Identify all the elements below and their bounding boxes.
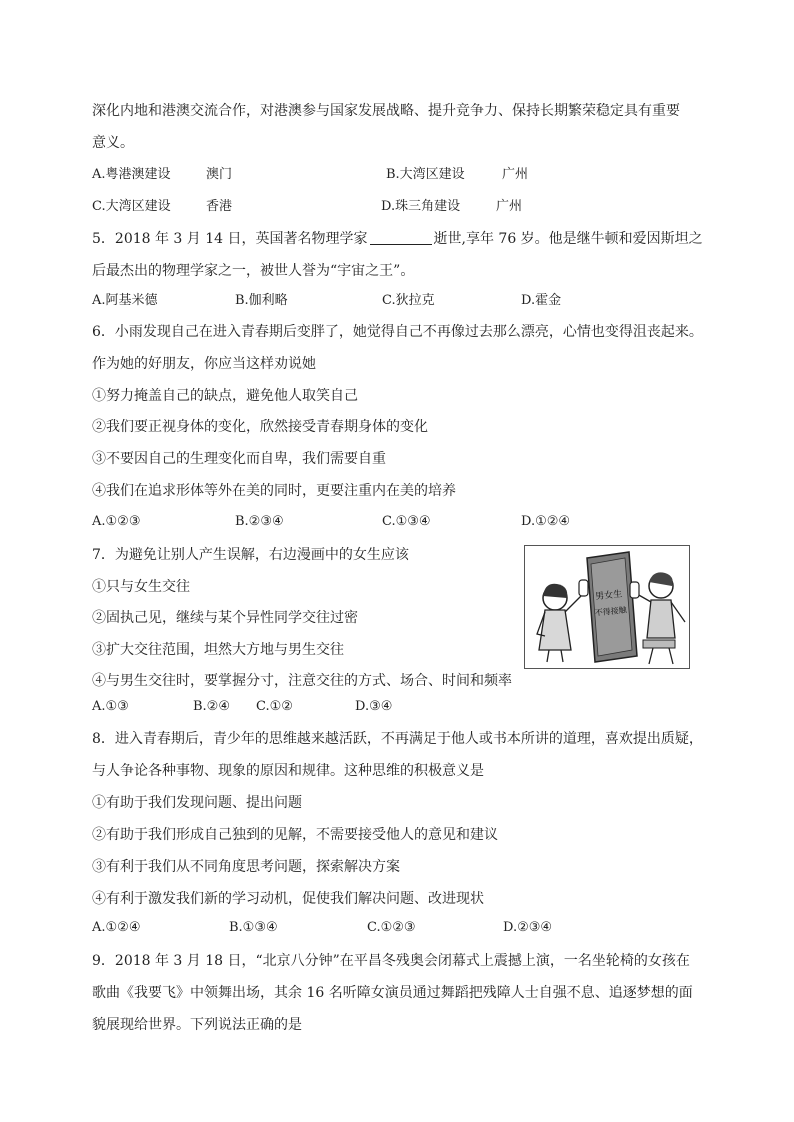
q9-stem-line2: 歌曲《我要飞》中领舞出场，其余 16 名听障女演员通过舞蹈把残障人士自强不息、追逐梦想的面 — [92, 985, 693, 1001]
q8-statement-4: ④有利于激发我们新的学习动机，促使我们解决问题、改进现状 — [92, 891, 484, 907]
q8-option-d: D.②③④ — [503, 920, 553, 935]
q7-option-b: B.②④ — [193, 699, 230, 714]
q5-option-b: B.伽利略 — [235, 293, 288, 308]
q5-option-d: D.霍金 — [521, 293, 562, 308]
q4-stem-line1: 深化内地和港澳交流合作，对港澳参与国家发展战略、提升竞争力、保持长期繁荣稳定具有重要 — [92, 103, 680, 119]
q6-statement-3: ③不要因自己的生理变化而自卑，我们需要自重 — [92, 451, 386, 467]
q7-option-a: A.①③ — [92, 699, 129, 714]
q4-stem-line2: 意义。 — [92, 135, 134, 151]
q6-statement-1: ①努力掩盖自己的缺点，避免他人取笑自己 — [92, 388, 358, 404]
q7-cartoon-drawing — [525, 546, 689, 668]
q9-stem-line3: 貌展现给世界。下列说法正确的是 — [92, 1017, 302, 1033]
q7-option-c: C.①② — [256, 699, 293, 714]
q5-stem-line2: 后最杰出的物理学家之一，被世人誉为“宇宙之王”。 — [92, 263, 415, 279]
q6-option-d: D.①②④ — [521, 514, 571, 529]
q8-option-b: B.①③④ — [229, 920, 278, 935]
q4-option-b-val: 广州 — [502, 167, 529, 182]
q8-stem-line1: 8．进入青春期后，青少年的思维越来越活跃，不再满足于他人或书本所讲的道理，喜欢提出质疑， — [92, 731, 703, 747]
q8-option-c: C.①②③ — [367, 920, 416, 935]
q8-statement-3: ③有利于我们从不同角度思考问题，探索解决方案 — [92, 859, 400, 875]
cartoon-sign-line1: 男女生 — [594, 589, 623, 603]
q9-stem-line1: 9．2018 年 3 月 18 日，“北京八分钟”在平昌冬残奥会闭幕式上震撼上演，一名坐轮椅的女孩在 — [92, 953, 690, 969]
q7-statement-3: ③扩大交往范围，坦然大方地与男生交往 — [92, 642, 344, 658]
q7-option-d: D.③④ — [355, 699, 393, 714]
q8-option-a: A.①②④ — [92, 920, 141, 935]
q5-option-a: A.阿基米德 — [92, 293, 158, 308]
q4-option-c-val: 香港 — [206, 199, 233, 214]
q5-stem-pre: 5．2018 年 3 月 14 日，英国著名物理学家 — [92, 231, 368, 247]
q4-option-a-key: A.粤港澳建设 — [92, 167, 171, 182]
q7-cartoon — [524, 545, 690, 669]
q5-stem-line1 — [92, 229, 703, 249]
q4-option-c-key: C.大湾区建设 — [92, 199, 171, 214]
q8-statement-1: ①有助于我们发现问题、提出问题 — [92, 795, 302, 811]
q4-option-d-key: D.珠三角建设 — [381, 199, 461, 214]
q6-option-a: A.①②③ — [92, 514, 141, 529]
q4-option-d-val: 广州 — [496, 199, 523, 214]
q7-statement-2: ②固执己见，继续与某个异性同学交往过密 — [92, 610, 358, 626]
q4-option-a-val: 澳门 — [206, 167, 233, 182]
q7-statement-4: ④与男生交往时，要掌握分寸，注意交往的方式、场合、时间和频率 — [92, 673, 512, 689]
q8-statement-2: ②有助于我们形成自己独到的见解，不需要接受他人的意见和建议 — [92, 827, 498, 843]
q6-option-c: C.①③④ — [382, 514, 431, 529]
q6-stem-line1: 6．小雨发现自己在进入青春期后变胖了，她觉得自己不再像过去那么漂亮，心情也变得沮丧起来。 — [92, 324, 703, 340]
q5-answer-blank — [370, 230, 432, 245]
cartoon-sign-line2: 不得接触 — [594, 605, 628, 618]
q7-stem: 7．为避免让别人产生误解，右边漫画中的女生应该 — [92, 547, 409, 563]
q5-option-c: C.狄拉克 — [382, 293, 435, 308]
q6-statement-4: ④我们在追求形体等外在美的同时，更要注重内在美的培养 — [92, 483, 456, 499]
q4-option-b-key: B.大湾区建设 — [386, 167, 465, 182]
q6-option-b: B.②③④ — [235, 514, 284, 529]
q7-statement-1: ①只与女生交往 — [92, 579, 190, 595]
q6-statement-2: ②我们要正视身体的变化，欣然接受青春期身体的变化 — [92, 419, 428, 435]
q8-stem-line2: 与人争论各种事物、现象的原因和规律。这种思维的积极意义是 — [92, 763, 484, 779]
q5-stem-post: 逝世,享年 76 岁。他是继牛顿和爱因斯坦之 — [433, 231, 703, 247]
q6-stem-line2: 作为她的好朋友，你应当这样劝说她 — [92, 356, 316, 372]
